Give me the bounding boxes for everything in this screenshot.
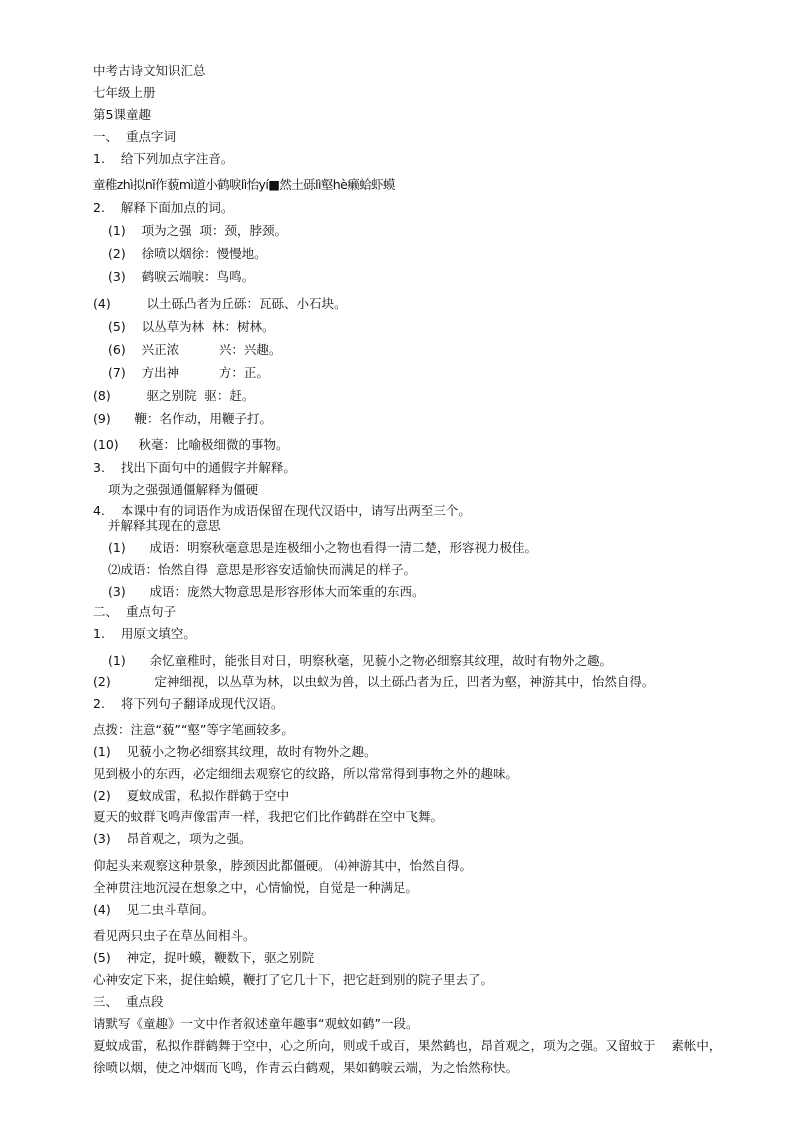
answer-line: 项为之强强通僵解释为僵硬 — [108, 482, 259, 497]
translation-line: 看见两只虫子在草丛间相斗。 — [93, 928, 256, 943]
question-line: 3. 找出下面句中的通假字并解释。 — [93, 460, 296, 475]
answer-line: (8) 驱之别院 驱：赶。 — [93, 388, 255, 403]
answer-line: (2) 徐喷以烟徐：慢慢地。 — [108, 246, 267, 261]
answer-line: (4) 以土砾凸者为丘砾：瓦砾、小石块。 — [93, 296, 347, 311]
answer-line: (9) 鞭：名作动，用鞭子打。 — [93, 411, 273, 426]
passage-line: 徐喷以烟，使之冲烟而飞鸣，作青云白鹤观，果如鹤唳云端，为之怡然称快。 — [93, 1060, 519, 1075]
section-heading: 三、 重点段 — [93, 994, 164, 1009]
pinyin-line: 童稚zhì拟nǐ作藐mì道小鹤唳lì怡yí■然土砾lì壑hè癞蛤虾蟆 — [93, 177, 395, 192]
answer-line: (1) 余忆童稚时，能张目对日，明察秋毫，见藐小之物必细察其纹理，故时有物外之趣。 — [108, 653, 613, 668]
grade-heading: 七年级上册 — [93, 85, 156, 100]
question-line: 请默写《童趣》一文中作者叙述童年趣事“观蚊如鹤”一段。 — [93, 1016, 419, 1031]
answer-line: (10) 秋毫：比喻极细微的事物。 — [93, 437, 289, 452]
sentence-line: (4) 见二虫斗草间。 — [93, 902, 215, 917]
answer-line: (3) 鹤唳云端唳：鸟鸣。 — [108, 269, 255, 284]
section-heading: 二、 重点句子 — [93, 604, 176, 619]
translation-line: 仰起头来观察这种景象，脖颈因此都僵硬。 ⑷神游其中，怡然自得。 — [93, 858, 472, 873]
lesson-heading: 第5课童趣 — [93, 107, 151, 122]
question-line: 并解释其现在的意思 — [108, 518, 221, 533]
question-line: 2. 解释下面加点的词。 — [93, 200, 234, 215]
sentence-line: (3) 昂首观之，项为之强。 — [93, 831, 252, 846]
translation-line: 夏天的蚊群飞鸣声像雷声一样，我把它们比作鹤群在空中飞舞。 — [93, 809, 444, 824]
answer-line: (5) 以丛草为林 林：树林。 — [108, 319, 275, 334]
translation-line: 心神安定下来，捉住蛤蟆，鞭打了它几十下，把它赶到别的院子里去了。 — [93, 972, 494, 987]
answer-line: ⑵成语：怡然自得 意思是形容安适愉快而满足的样子。 — [108, 562, 416, 577]
answer-line: (3) 成语：庞然大物意思是形容形体大而笨重的东西。 — [108, 584, 425, 599]
answer-line: (2) 定神细视，以丛草为林，以虫蚁为兽，以土砾凸者为丘，凹者为壑，神游其中，怡然自得。 — [93, 674, 655, 689]
answer-line: (1) 项为之强 项：颈，脖颈。 — [108, 223, 288, 238]
question-line: 1. 给下列加点字注音。 — [93, 151, 234, 166]
answer-line: (1) 成语：明察秋毫意思是连极细小之物也看得一清二楚，形容视力极佳。 — [108, 540, 538, 555]
hint-line: 点拨：注意“藐”“壑”等字笔画较多。 — [93, 722, 294, 737]
translation-line: 见到极小的东西，必定细细去观察它的纹路，所以常常得到事物之外的趣味。 — [93, 766, 519, 781]
doc-title: 中考古诗文知识汇总 — [93, 63, 206, 78]
answer-line: (6) 兴正浓 兴：兴趣。 — [108, 342, 282, 357]
question-line: 2. 将下列句子翻译成现代汉语。 — [93, 696, 284, 711]
translation-line: 全神贯注地沉浸在想象之中，心情愉悦，自觉是一种满足。 — [93, 880, 419, 895]
question-line: 1. 用原文填空。 — [93, 626, 196, 641]
question-line: 4. 本课中有的词语作为成语保留在现代汉语中，请写出两至三个。 — [93, 503, 471, 518]
sentence-line: (1) 见藐小之物必细察其纹理，故时有物外之趣。 — [93, 744, 377, 759]
sentence-line: (5) 神定，捉叶蟆，鞭数下，驱之别院 — [93, 950, 315, 965]
answer-line: (7) 方出神 方：正。 — [108, 365, 269, 380]
sentence-line: (2) 夏蚊成雷，私拟作群鹤于空中 — [93, 788, 290, 803]
passage-line: 夏蚊成雷，私拟作群鹤舞于空中，心之所向，则或千或百，果然鹤也，昂首观之，项为之强。又留蚊于 素帐中， — [93, 1038, 722, 1053]
section-heading: 一、 重点字词 — [93, 129, 176, 144]
